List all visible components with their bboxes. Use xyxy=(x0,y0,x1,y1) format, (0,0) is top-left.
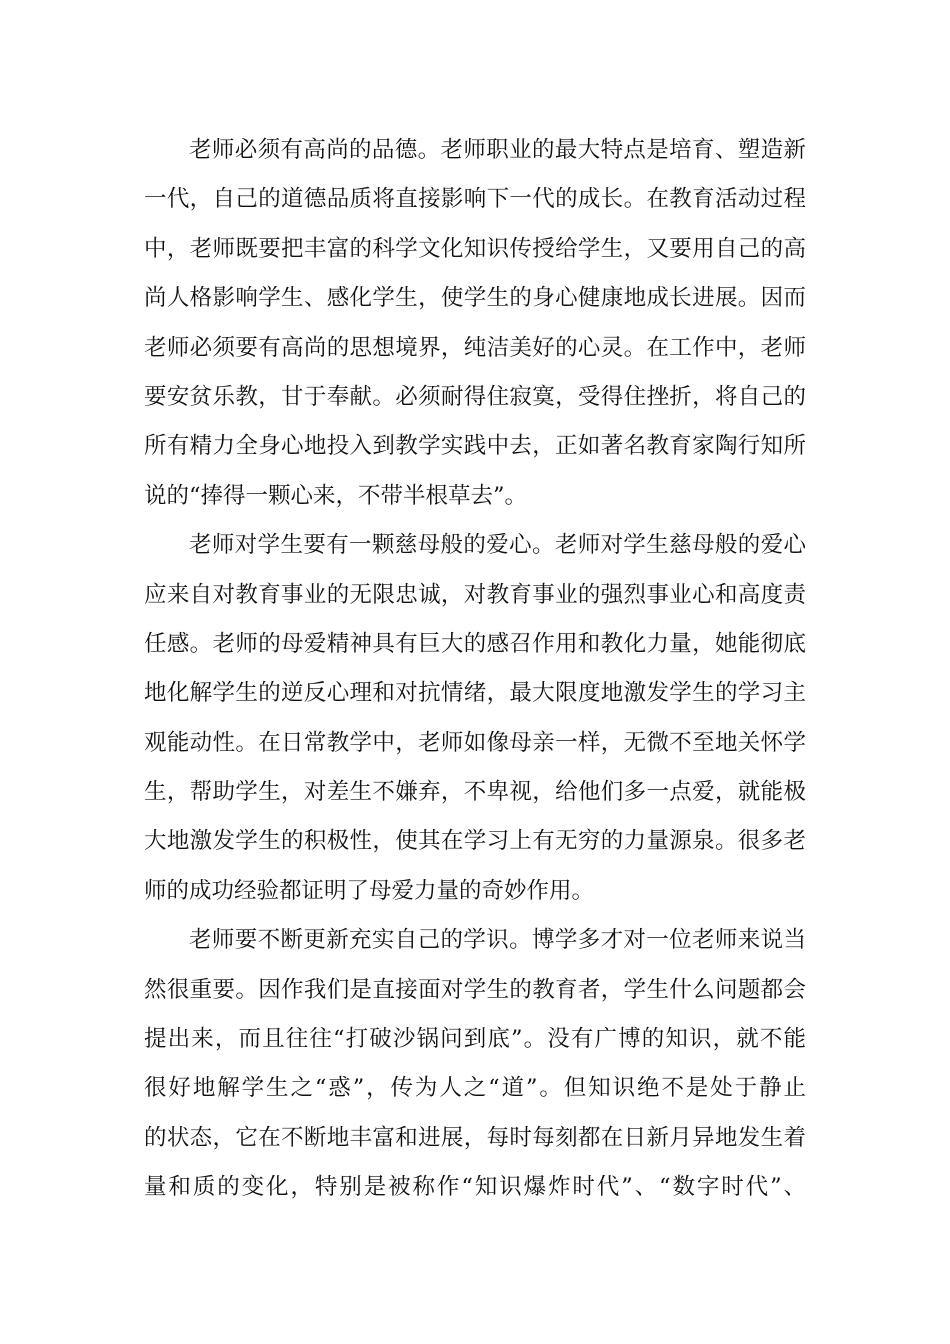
text-line: 老师必须要有高尚的思想境界，纯洁美好的心灵。在工作中，老师 xyxy=(144,334,806,361)
text-line: 生，帮助学生，对差生不嫌弃，不卑视，给他们多一点爱，就能极 xyxy=(144,779,806,806)
text-line: 中，老师既要把丰富的科学文化知识传授给学生，又要用自己的高 xyxy=(144,235,806,262)
text-line: 任感。老师的母爱精神具有巨大的感召作用和教化力量，她能彻底 xyxy=(144,630,806,657)
text-line: 所有精力全身心地投入到教学实践中去，正如著名教育家陶行知所 xyxy=(144,433,806,460)
text-line: 师的成功经验都证明了母爱力量的奇妙作用。 xyxy=(144,877,595,904)
paragraph-motherly-love xyxy=(144,521,806,916)
text-line: 老师必须有高尚的品德。老师职业的最大特点是培育、塑造新 xyxy=(189,137,806,163)
text-line: 尚人格影响学生、感化学生，使学生的身心健康地成长进展。因而 xyxy=(144,285,806,312)
text-line: 大地激发学生的积极性，使其在学习上有无穷的力量源泉。很多老 xyxy=(144,828,806,855)
document-page xyxy=(144,126,806,1213)
paragraph-knowledge-renewal xyxy=(144,916,806,1212)
text-line: 地化解学生的逆反心理和对抗情绪，最大限度地激发学生的学习主 xyxy=(144,680,806,707)
text-line: 应来自对教育事业的无限忠诚，对教育事业的强烈事业心和高度责 xyxy=(144,581,806,608)
text-line: 要安贫乐教，甘于奉献。必须耐得住寂寞，受得住挫折，将自己的 xyxy=(144,383,806,410)
text-line: 观能动性。在日常教学中，老师如像母亲一样，无微不至地关怀学 xyxy=(144,729,806,756)
text-line: 量和质的变化，特别是被称作“知识爆炸时代”、“数字时代”、 xyxy=(144,1174,806,1201)
text-line: 一代，自己的道德品质将直接影响下一代的成长。在教育活动过程 xyxy=(144,186,806,213)
text-line: 的状态，它在不断地丰富和进展，每时每刻都在日新月异地发生着 xyxy=(144,1124,806,1151)
text-line: 然很重要。因作我们是直接面对学生的教育者，学生什么问题都会 xyxy=(144,976,806,1003)
text-line: 老师对学生要有一颗慈母般的爱心。老师对学生慈母般的爱心 xyxy=(189,532,806,559)
text-line: 很好地解学生之“惑”，传为人之“道”。但知识绝不是处于静止 xyxy=(144,1075,806,1102)
paragraph-moral-character xyxy=(144,126,806,521)
text-line: 说的“捧得一颗心来，不带半根草去”。 xyxy=(144,482,528,509)
text-line: 提出来，而且往往“打破沙锅问到底”。没有广博的知识，就不能 xyxy=(144,1026,806,1053)
text-line: 老师要不断更新充实自己的学识。博学多才对一位老师来说当 xyxy=(189,927,806,954)
